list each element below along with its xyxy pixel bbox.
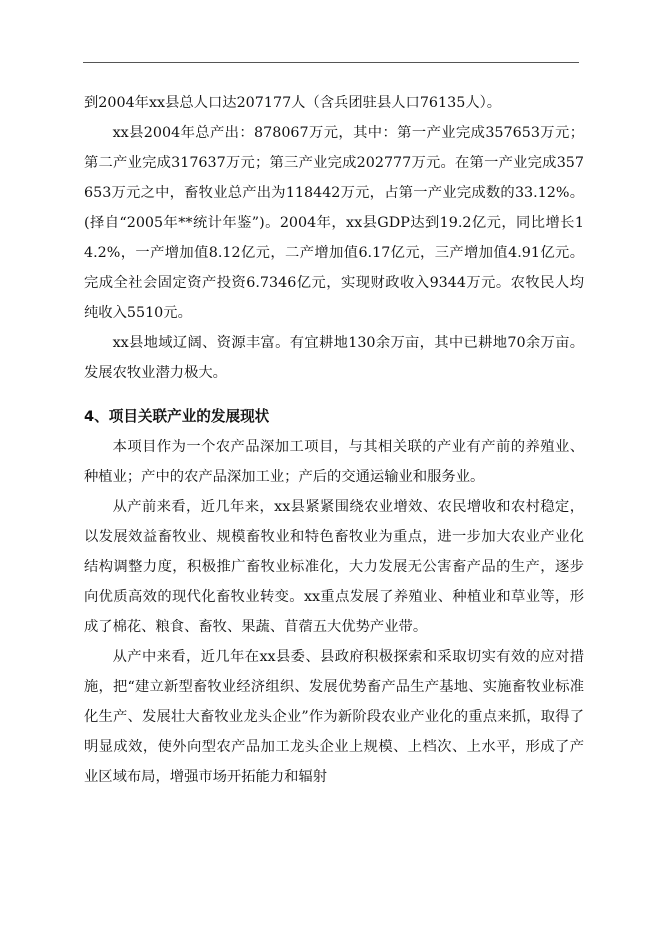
- paragraph-output: xx县2004年总产出：878067万元，其中：第一产业完成357653万元；第二产业完成317637万元；第三产业完成202777万元。在第一产业完成357653万元之中，畜牧业总产出为118442万元，占第一产业完成数的33.12%。(择自“2005年**统计年鉴”)。2004年，xx县GDP达到19.2亿元，同比增长14.2%，一产增加值8.12亿元，二产增加值6.17亿元，三产增加值4.91亿元。完成全社会固定资产投资6.7346亿元，实现财政收入9344万元。农牧民人均纯收入5510元。: [84, 125, 584, 321]
- paragraph-in-production: 从产中来看，近几年在xx县委、县政府积极探索和采取切实有效的应对措施，把“建立新型畜牧业经济组织、发展优势畜产品生产基地、实施畜牧业标准化生产、发展壮大畜牧业龙头企业”作为新阶段农业产业化的重点来抓，取得了明显成效，使外向型农产品加工龙头企业上规模、上档次、上水平，形成了产业区域布局，增强市场开拓能力和辐射: [84, 649, 584, 785]
- document-body: [84, 88, 584, 792]
- section-heading: 4、项目关联产业的发展现状: [84, 408, 270, 425]
- header-rule: [83, 62, 579, 63]
- section-spacer: [84, 388, 584, 402]
- paragraph-related-industries: 本项目作为一个农产品深加工项目，与其相关联的产业有产前的养殖业、种植业；产中的农产品深加工业；产后的交通运输业和服务业。: [84, 439, 584, 485]
- paragraph-resources: xx县地域辽阔、资源丰富。有宜耕地130余万亩，其中已耕地70余万亩。发展农牧业潜力极大。: [84, 335, 584, 381]
- paragraph-pre-production: 从产前来看，近几年来，xx县紧紧围绕农业增效、农民增收和农村稳定，以发展效益畜牧业、规模畜牧业和特色畜牧业为重点，进一步加大农业产业化结构调整力度，积极推广畜牧业标准化，大力发展无公害畜产品的生产，逐步向优质高效的现代化畜牧业转变。xx重点发展了养殖业、种植业和草业等，形成了棉花、粮食、畜牧、果蔬、苜蓿五大优势产业带。: [84, 499, 584, 635]
- paragraph-population: 到2004年xx县总人口达207177人（含兵团驻县人口76135人）。: [84, 95, 502, 111]
